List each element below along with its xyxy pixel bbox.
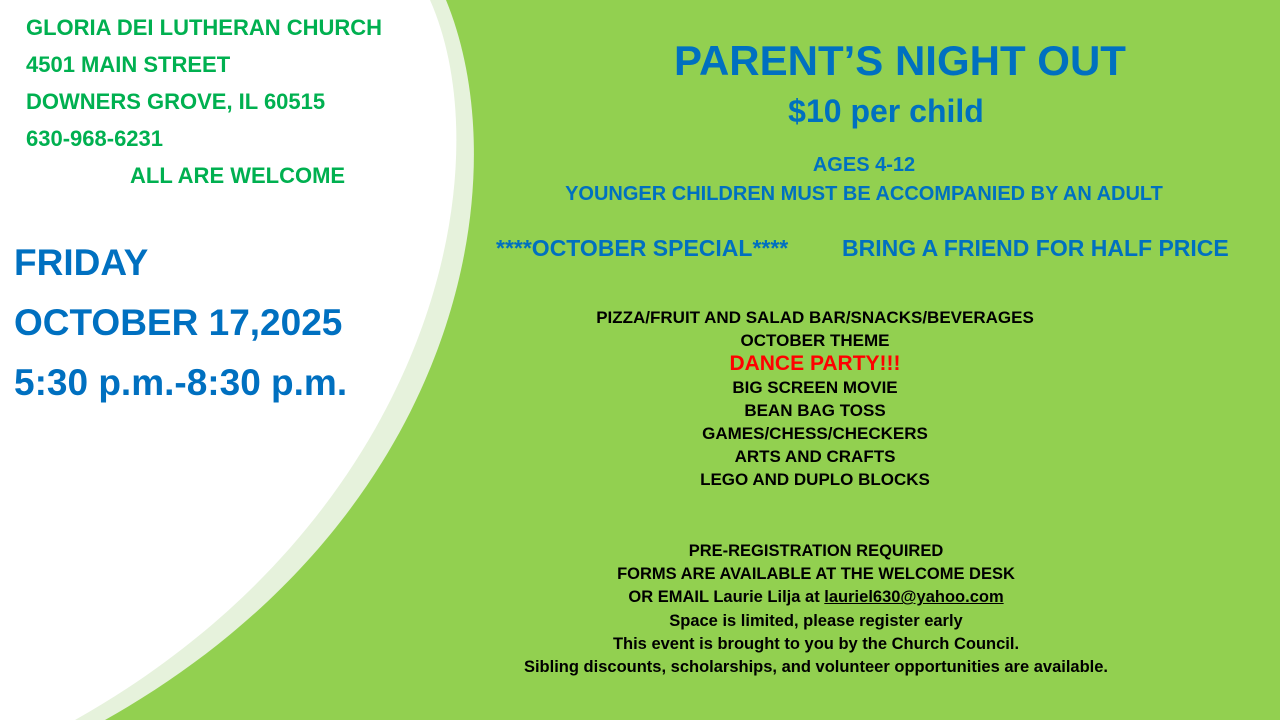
- registration-council: This event is brought to you by the Church Council.: [612, 634, 1020, 653]
- activity-item: ARTS AND CRAFTS: [734, 447, 896, 467]
- special-offer: BRING A FRIEND FOR HALF PRICE: [842, 235, 1229, 261]
- activity-item: BEAN BAG TOSS: [744, 400, 886, 420]
- registration-limited: Space is limited, please register early: [669, 611, 963, 630]
- october-special: ****OCTOBER SPECIAL****: [496, 235, 789, 261]
- page-title: PARENT’S NIGHT OUT: [674, 37, 1126, 84]
- event-date: OCTOBER 17,2025: [14, 302, 343, 343]
- welcome-text: ALL ARE WELCOME: [130, 163, 346, 188]
- requirement-text: YOUNGER CHILDREN MUST BE ACCOMPANIED BY AN ADULT: [565, 183, 1163, 205]
- church-phone: 630-968-6231: [26, 126, 164, 151]
- email-prefix: OR EMAIL Laurie Lilja at: [628, 588, 820, 607]
- email-link[interactable]: lauriel630@yahoo.com: [824, 588, 1004, 607]
- activity-item: PIZZA/FRUIT AND SALAD BAR/SNACKS/BEVERAGES: [596, 308, 1034, 327]
- activity-item: OCTOBER THEME: [740, 331, 890, 351]
- church-street: 4501 MAIN STREET: [26, 52, 231, 77]
- activity-item: GAMES/CHESS/CHECKERS: [702, 423, 928, 443]
- registration-email-line: [436, 586, 1196, 609]
- church-city: DOWNERS GROVE, IL 60515: [26, 89, 326, 114]
- event-day: FRIDAY: [14, 242, 149, 283]
- activity-highlight: DANCE PARTY!!!: [729, 352, 901, 376]
- registration-required: PRE-REGISTRATION REQUIRED: [688, 542, 944, 560]
- church-name: GLORIA DEI LUTHERAN CHURCH: [26, 15, 383, 40]
- activity-item: BIG SCREEN MOVIE: [732, 377, 898, 397]
- registration-forms: FORMS ARE AVAILABLE AT THE WELCOME DESK: [617, 565, 1015, 584]
- registration-discounts: Sibling discounts, scholarships, and volunteer opportunities are available.: [523, 657, 1109, 676]
- ages-text: AGES 4-12: [812, 154, 916, 176]
- price-text: $10 per child: [788, 93, 984, 129]
- activities-list: [515, 306, 1115, 492]
- event-time: 5:30 p.m.-8:30 p.m.: [14, 362, 348, 403]
- registration-info: [436, 540, 1196, 679]
- activity-item: LEGO AND DUPLO BLOCKS: [700, 470, 930, 490]
